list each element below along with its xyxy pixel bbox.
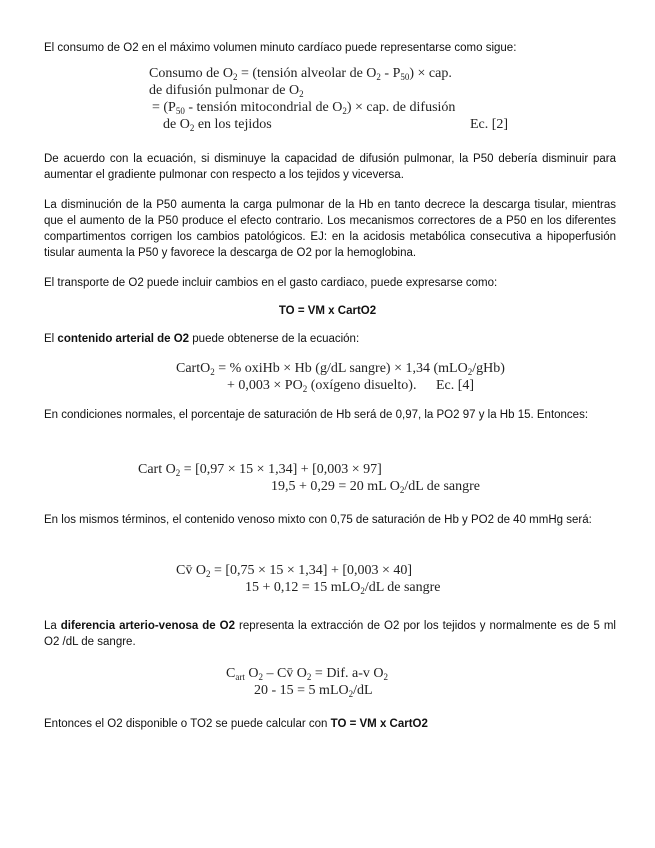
p50-paragraph: La disminución de la P50 aumenta la carga pulmonar de la Hb en tanto decrece la descarga tisular, mientras que el aumento de la P50 produce el efecto contrario. Los mecanismos correctores de a P50 en los diferentes compartimentos corrigen los cambios patológicos. EJ: en la acidosis metabólica consecutiva a hipoperfusión tisular aumenta la P50 y favorece la descarga de O2 por la hemoglobina. xyxy=(44,199,616,259)
equation-4-line-2: + $0,003 \times PO_2$ (oxígeno disuelto). xyxy=(227,378,417,394)
equation-2-reference: Ec. [2] xyxy=(470,117,509,132)
arterial-content-paragraph: El contenido arterial de O2 puede obtenerse de la ecuación: xyxy=(44,333,360,345)
av-difference-line-2: 20 - 15 = 5 mLO$_2$/dL xyxy=(254,683,373,699)
venous-calculation-line-1: Cv̄ $O_2 = [0,75 \times 15 \times 1,34] + [0,003 \times 40]$ xyxy=(176,563,413,579)
venous-content-paragraph: En los mismos términos, el contenido venoso mixto con 0,75 de saturación de Hb y PO2 de 40 mmHg será: xyxy=(44,514,592,526)
to-formula-inline: TO = VM x CartO2 xyxy=(330,718,428,730)
equation-2-line-4: de $O_2$ en los tejidos xyxy=(163,117,272,133)
normal-conditions-paragraph: En condiciones normales, el porcentaje de saturación de Hb será de 0,97, la PO2 97 y la Hb 15. Entonces: xyxy=(44,409,589,421)
intro-paragraph: El consumo de O2 en el máximo volumen minuto cardíaco puede representarse como sigue: xyxy=(44,42,517,54)
transport-paragraph: El transporte de O2 puede incluir cambios en el gasto cardiaco, puede expresarse como: xyxy=(44,277,498,289)
equation-2-line-3: = ($P_{50}$ - tensión mitocondrial de $O_2$) × cap. de difusión xyxy=(152,100,456,116)
equation-2-line-2: de difusión pulmonar de $O_2$ xyxy=(149,83,304,99)
arterial-content-term: contenido arterial de O2 xyxy=(57,333,190,345)
arterial-calculation-line-1: Cart $O_2 = [0,97 \times 15 \times 1,34] + [0,003 \times 97]$ xyxy=(138,462,382,478)
av-difference-line-1: $C_{art}$ $O_2$ – Cv̄ $O_2$ = Dif. a-v $O_2$ xyxy=(226,666,388,682)
venous-calculation-line-2: 15 + 0,12 = 15 mLO$_2$/dL de sangre xyxy=(245,580,441,596)
arterial-calculation-line-2: 19,5 + 0,29 = 20 mL $O_2/dL$ de sangre xyxy=(271,479,481,495)
equation-4-line-1: CartO$_2$ = % oxiHb × Hb (g/dL sangre) × 1,34 (mLO$_2$/gHb) xyxy=(176,361,505,377)
available-o2-paragraph: Entonces el O2 disponible o TO2 se puede calcular con TO = VM x CartO2 xyxy=(44,718,428,730)
to-formula: TO = VM x CartO2 xyxy=(278,305,377,317)
av-difference-term: diferencia arterio-venosa de O2 xyxy=(60,620,236,632)
equation-2-line-1: Consumo de $O_2$ = (tensión alveolar de $O_2 - P_{50}$) × cap. xyxy=(149,66,452,82)
diffusion-paragraph: De acuerdo con la ecuación, si disminuye la capacidad de difusión pulmonar, la P50 debería disminuir para aumentar el gradiente pulmonar con respecto a los tejidos y viceversa. xyxy=(44,153,616,181)
av-difference-paragraph: La diferencia arterio-venosa de O2 representa la extracción de O2 por los tejidos y normalmente es de 5 ml O2 /dL de sangre. xyxy=(44,620,616,648)
equation-4-reference: Ec. [4] xyxy=(436,378,475,393)
